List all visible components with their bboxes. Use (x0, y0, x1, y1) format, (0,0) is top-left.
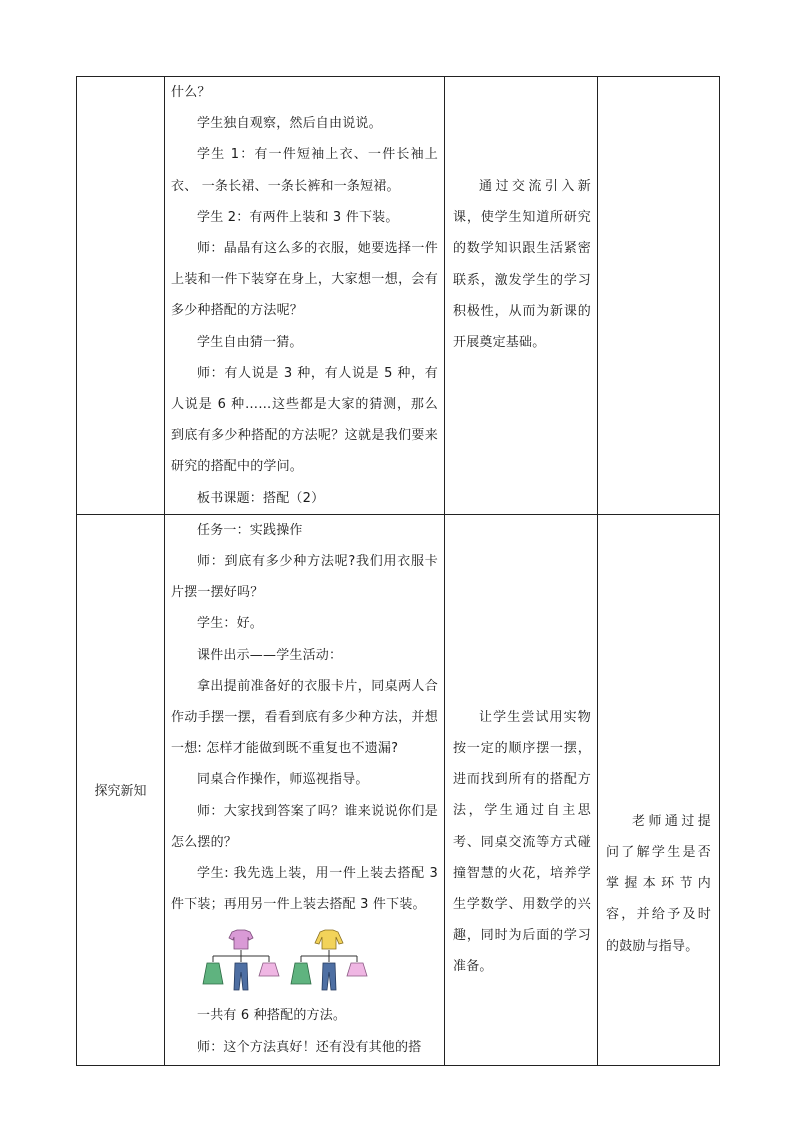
process-paragraph: 学生 2：有两件上装和 3 件下装。 (197, 209, 399, 225)
intent-cell-explore (445, 514, 598, 1065)
short-sleeve-shirt-icon (229, 930, 253, 949)
process-cell-intro (165, 77, 445, 515)
pants-icon (234, 963, 248, 990)
lesson-row-intro (77, 77, 720, 515)
process-paragraph: 什么？ (171, 85, 211, 100)
process-cell-explore (165, 514, 445, 1065)
process-paragraph: 一共有 6 种搭配的方法。 (197, 1008, 347, 1024)
process-paragraph: 师：到底有多少种方法呢?我们用衣服卡片摆一摆好吗？ (171, 554, 438, 601)
process-paragraph: 学生：好。 (197, 616, 264, 632)
process-paragraph: 师：这个方法真好！还有没有其他的搭 (197, 1039, 422, 1055)
evaluation-cell-intro (598, 77, 720, 515)
process-paragraph: 师：有人说是 3 种，有人说是 5 种，有人说是 6 种……这些都是大家的猜测，那么到底有多少种搭配的方法呢？这就是我们要来研究的搭配中的学问。 (171, 365, 438, 475)
stage-cell-explore (77, 514, 165, 1065)
long-skirt-icon (203, 963, 223, 984)
tree-lines-1 (213, 950, 269, 962)
process-paragraph: 师：晶晶有这么多的衣服，她要选择一件上装和一件下装穿在身上，大家想一想，会有多少种搭配的方法呢？ (171, 241, 438, 319)
clothing-tree-diagram (171, 928, 438, 994)
long-sleeve-shirt-icon (315, 930, 343, 949)
short-skirt-icon (347, 963, 367, 976)
lesson-plan-table (76, 76, 720, 1066)
pants-icon (322, 963, 336, 990)
short-skirt-icon (259, 963, 279, 976)
process-paragraph: 课件出示——学生活动： (197, 647, 343, 663)
process-paragraph: 学生 1：有一件短袖上衣、一件长袖上衣、 一条长裙、一条长裤和一条短裙。 (171, 147, 438, 194)
long-skirt-icon (291, 963, 311, 984)
process-paragraph: 学生独自观察，然后自由说说。 (197, 116, 382, 132)
process-paragraph: 拿出提前准备好的衣服卡片，同桌两人合作动手摆一摆，看看到底有多少种方法，并想一想: 怎样才能做到既不重复也不遗漏? (171, 678, 438, 757)
process-paragraph: 师：大家找到答案了吗？谁来说说你们是怎么摆的？ (171, 803, 438, 850)
process-paragraph: 任务一：实践操作 (197, 522, 303, 538)
process-paragraph: 同桌合作操作，师巡视指导。 (197, 772, 369, 788)
stage-cell-intro (77, 77, 165, 515)
stage-label: 探究新知 (94, 784, 147, 800)
lesson-row-explore (77, 514, 720, 1065)
intent-cell-intro (445, 77, 598, 515)
process-paragraph: 学生: 我先选上装，用一件上装去搭配 3 件下装；再用另一件上装去搭配 3 件下装。 (171, 866, 438, 913)
process-paragraph: 板书课题：搭配（2） (197, 490, 325, 506)
evaluation-text: 老师通过提问了解学生是否掌握本环节内容，并给予及时的鼓励与指导。 (606, 813, 711, 954)
evaluation-cell-explore (598, 514, 720, 1065)
tree-lines-2 (301, 950, 357, 962)
process-paragraph: 学生自由猜一猜。 (197, 334, 303, 350)
intent-text: 通过交流引入新课，使学生知道所研究的数学知识跟生活紧密联系，激发学生的学习积极性，从而为新课的开展奠定基础。 (453, 179, 591, 351)
clothing-tree-svg (201, 928, 371, 994)
intent-text: 让学生尝试用实物按一定的顺序摆一摆，进而找到所有的搭配方法，学生通过自主思考、同桌交流等方式碰撞智慧的火花，培养学生学数学、用数学的兴趣，同时为后面的学习准备。 (453, 709, 591, 975)
